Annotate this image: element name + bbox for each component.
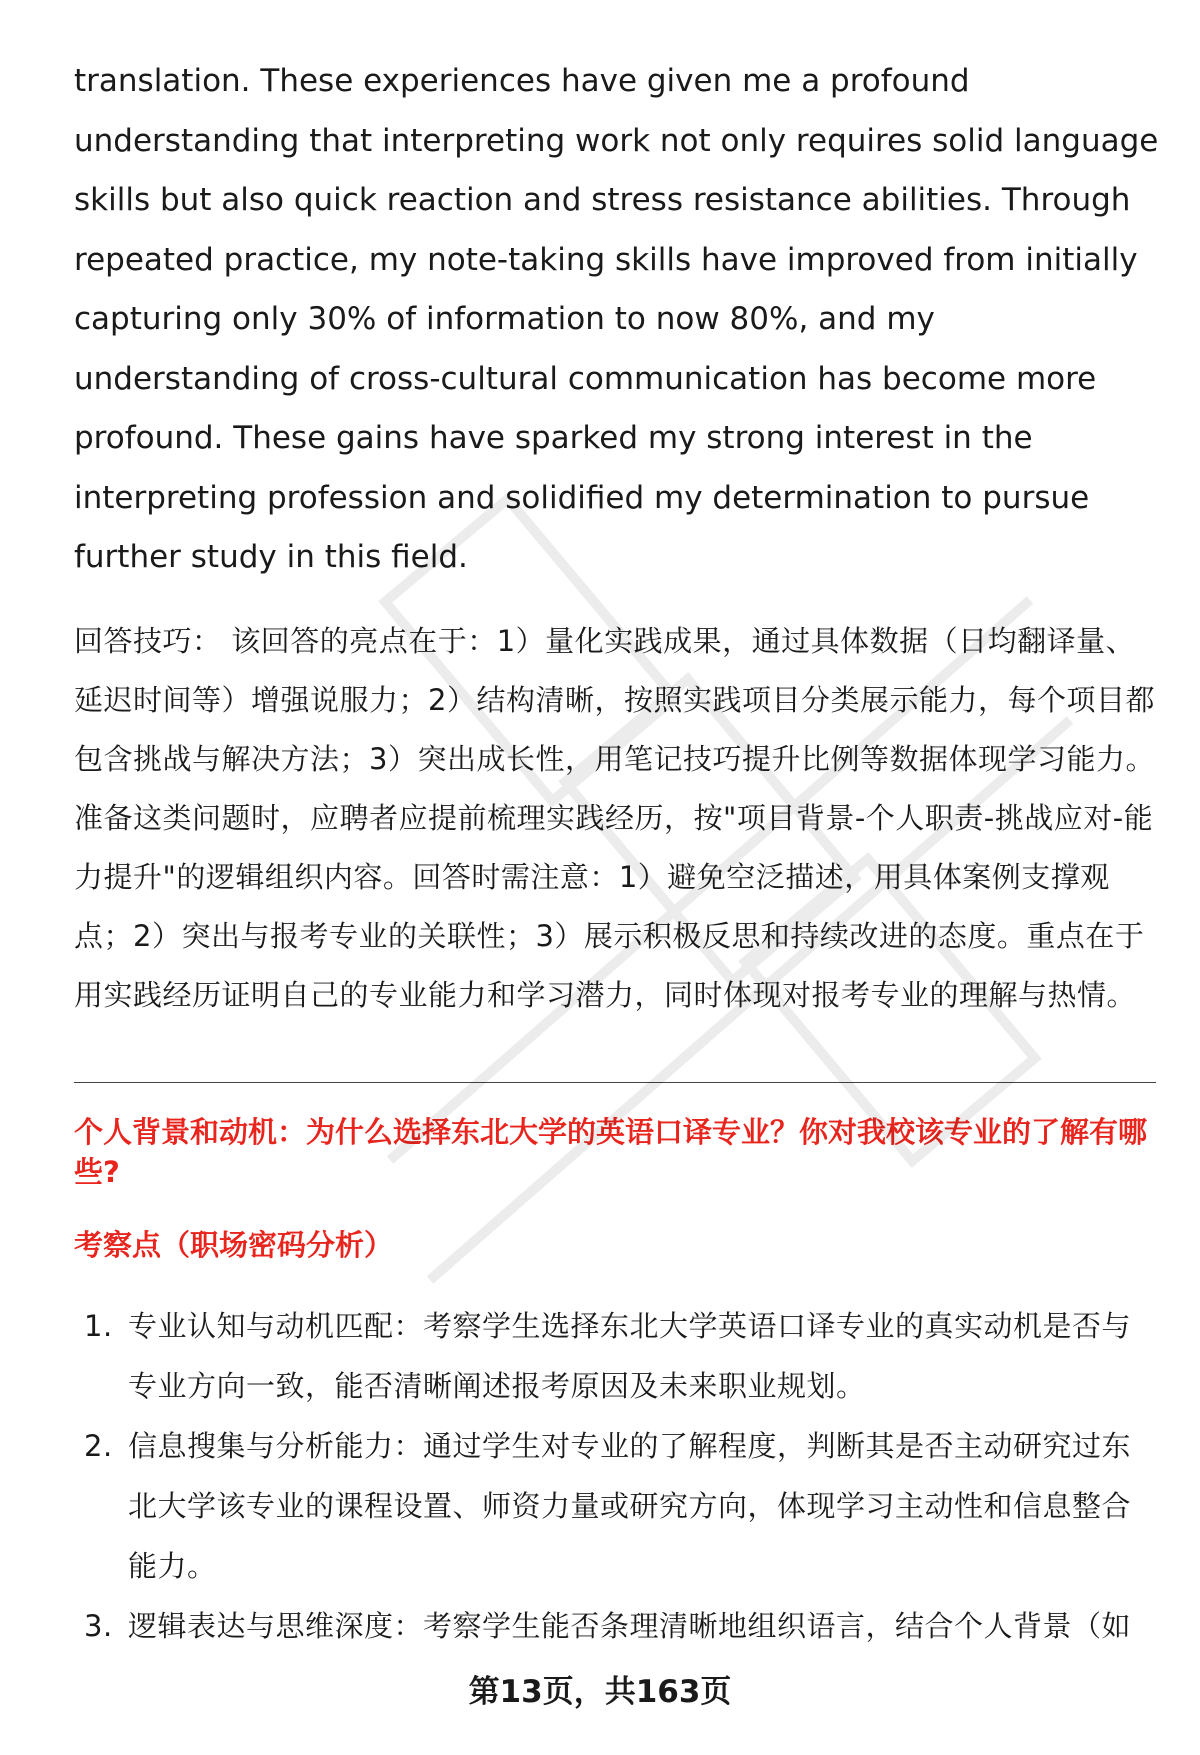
points-list xyxy=(74,1296,1159,1656)
tips-label: 回答技巧： xyxy=(74,623,222,658)
list-item xyxy=(74,1296,1159,1416)
list-item-number: 2. xyxy=(84,1429,113,1463)
list-item xyxy=(74,1416,1159,1596)
page-content xyxy=(74,52,1159,1025)
tips-paragraph xyxy=(74,612,1159,1025)
subheading: 考察点（职场密码分析） xyxy=(74,1228,394,1262)
page-footer: 第13页，共163页 xyxy=(468,1674,732,1710)
list-item-number: 1. xyxy=(84,1309,113,1343)
section-divider xyxy=(74,1082,1156,1083)
tips-body: 该回答的亮点在于：1）量化实践成果，通过具体数据（日均翻译量、延迟时间等）增强说服力；2）结构清晰，按照实践项目分类展示能力，每个项目都包含挑战与解决方法；3）突出成长性，用笔记技巧提升比例等数据体现学习能力。准备这类问题时，应聘者应提前梳理实践经历，按"项目背景-个人职责-挑战应对-能力提升"的逻辑组织内容。回答时需注意：1）避免空泛描述，用具体案例支撑观点；2）突出与报考专业的关联性；3）展示积极反思和持续改进的态度。重点在于用实践经历证明自己的专业能力和学习潜力，同时体现对报考专业的理解与热情。 xyxy=(74,623,1155,1012)
list-item-number: 3. xyxy=(84,1609,113,1643)
list-item-text: 信息搜集与分析能力：通过学生对专业的了解程度，判断其是否主动研究过东北大学该专业的课程设置、师资力量或研究方向，体现学习主动性和信息整合能力。 xyxy=(128,1429,1132,1583)
list-item-text: 专业认知与动机匹配：考察学生选择东北大学英语口译专业的真实动机是否与专业方向一致，能否清晰阐述报考原因及未来职业规划。 xyxy=(128,1309,1132,1403)
list-item xyxy=(74,1596,1159,1656)
english-paragraph: translation. These experiences have given me a profound understanding that interpreting work not only requires solid language skills but also quick reaction and stress resistance abilities. Through repeated practice, my note-taking skills have improved from initially capturing only 30% of information to now 80%, and my understanding of cross-cultural communication has become more profound. These gains have sparked my strong interest in the interpreting profession and solidified my determination to pursue further study in this field. xyxy=(74,63,1159,575)
list-item-text: 逻辑表达与思维深度：考察学生能否条理清晰地组织语言，结合个人背景（如 xyxy=(128,1609,1132,1643)
question-heading: 个人背景和动机：为什么选择东北大学的英语口译专业？你对我校该专业的了解有哪些? xyxy=(74,1115,1148,1189)
